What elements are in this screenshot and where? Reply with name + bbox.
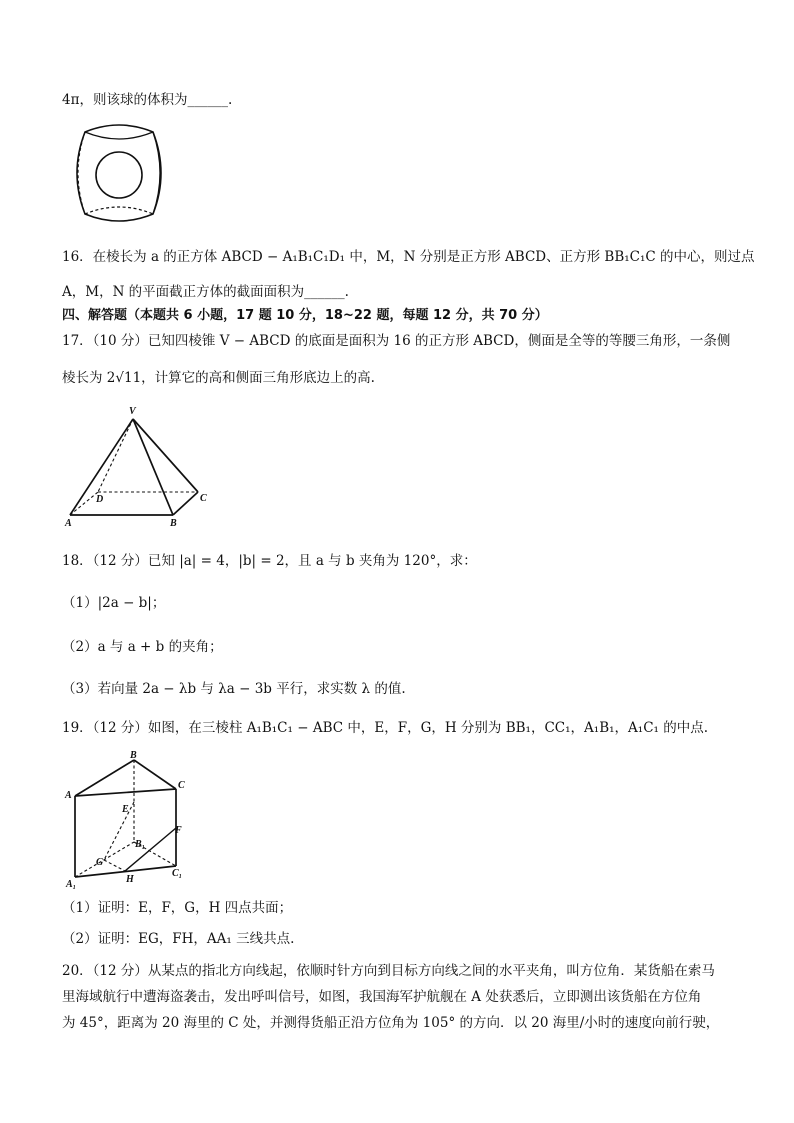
prism-figure xyxy=(60,750,200,890)
q18-line: 18．（12 分）已知 |a| = 4，|b| = 2，且 a 与 b 夹角为 120°，求： xyxy=(62,553,477,569)
prism-label-a: A xyxy=(65,790,72,801)
prism-label-f: F xyxy=(175,825,182,836)
prism-label-e: E xyxy=(122,804,129,815)
q18-part-3: （3）若向量 2a − λb 与 λa − 3b 平行，求实数 λ 的值. xyxy=(62,681,406,697)
prism-label-g: G xyxy=(96,857,104,868)
q18-part-1: （1）|2a − b|； xyxy=(62,595,166,611)
pyramid-label-v: V xyxy=(129,406,136,417)
q20-line-3: 为 45°，距离为 20 海里的 C 处，并测得货船正沿方位角为 105° 的方向．以 20 海里/小时的速度向前行驶， xyxy=(62,1015,720,1031)
pyramid-label-c: C xyxy=(200,493,207,504)
pyramid-label-b: B xyxy=(170,518,177,529)
prism-label-b1: B₁ xyxy=(135,839,146,850)
q16-line-2: A，M，N 的平面截正方体的截面面积为______. xyxy=(62,284,349,300)
pyramid-label-d: D xyxy=(96,494,104,505)
prism-label-a1: A₁ xyxy=(66,879,77,890)
q18-part-2: （2）a 与 a + b 的夹角； xyxy=(62,639,223,655)
q20-line-1: 20．（12 分）从某点的指北方向线起，依顺时针方向到目标方向线之间的水平夹角，叫方位角．某货船在索马 xyxy=(62,963,715,979)
pyramid-label-a: A xyxy=(65,518,72,529)
q15-tail-text: 4π，则该球的体积为______. xyxy=(62,92,233,108)
prism-label-b: B xyxy=(130,750,137,761)
q19-line: 19．（12 分）如图，在三棱柱 A₁B₁C₁ − ABC 中，E，F，G，H 分别为 BB₁，CC₁，A₁B₁，A₁C₁ 的中点. xyxy=(62,720,709,736)
cut-sphere-figure xyxy=(64,118,174,228)
prism-label-h: H xyxy=(126,874,134,885)
prism-label-c1: C₁ xyxy=(172,868,183,879)
section-4-header: 四、解答题（本题共 6 小题，17 题 10 分，18~22 题，每题 12 分，共 70 分） xyxy=(62,308,548,323)
q19-part-1: （1）证明：E，F，G，H 四点共面； xyxy=(62,900,293,916)
q17-line-2: 棱长为 2√11，计算它的高和侧面三角形底边上的高. xyxy=(62,370,375,386)
prism-label-c: C xyxy=(178,780,185,791)
q20-line-2: 里海域航行中遭海盗袭击，发出呼叫信号，如图，我国海军护航舰在 A 处获悉后，立即测出该货船在方位角 xyxy=(62,989,702,1005)
q19-part-2: （2）证明：EG，FH，AA₁ 三线共点. xyxy=(62,931,295,947)
q17-line-1: 17．（10 分）已知四棱锥 V − ABCD 的底面是面积为 16 的正方形 ABCD，侧面是全等的等腰三角形，一条侧 xyxy=(62,333,731,349)
pyramid-figure xyxy=(58,405,218,530)
q16-line-1: 16．在棱长为 a 的正方体 ABCD − A₁B₁C₁D₁ 中，M，N 分别是正方形 ABCD、正方形 BB₁C₁C 的中心，则过点 xyxy=(62,249,755,265)
